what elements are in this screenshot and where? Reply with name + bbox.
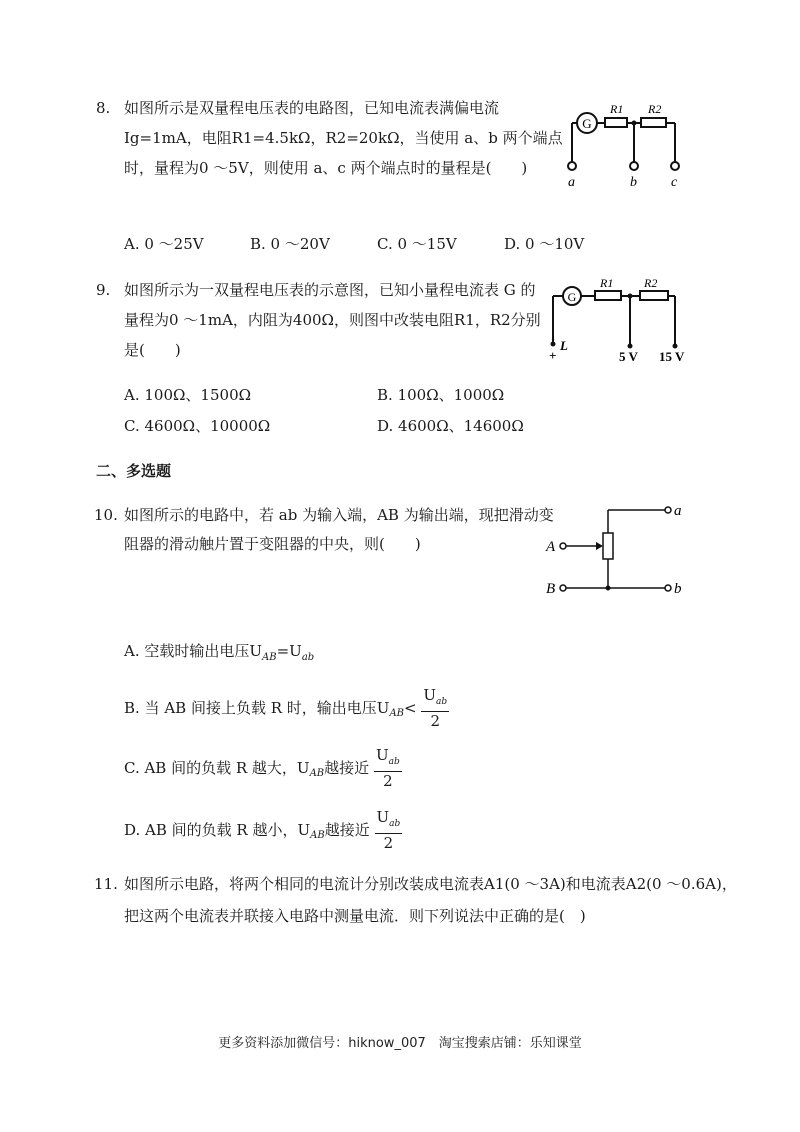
q10-option-c-text: C. AB 间的负载 R 越大，U (124, 759, 310, 777)
q8-line-2: Ig=1mA，电阻R1=4.5kΩ，R2=20kΩ，当使用 a、b 两个端点 (124, 129, 563, 147)
q10-circuit-diagram (540, 500, 690, 605)
q10-number: 10. (94, 506, 118, 524)
q10-line-1: 如图所示的电路中，若 ab 为输入端，AB 为输出端，现把滑动变 (124, 506, 554, 524)
q9-terminal-l: L (560, 338, 568, 353)
q9-plus-sign: + (549, 348, 557, 363)
q10-option-d-sub: AB (310, 830, 325, 841)
q10-option-d-frac-num: U (376, 808, 390, 826)
q10-option-c-frac-num-sub: ab (388, 757, 400, 767)
q9-line-1: 如图所示为一双量程电压表的示意图，已知小量程电流表 G 的 (124, 281, 536, 299)
q10-option-b-frac-den: 2 (430, 712, 441, 730)
q10-option-b (124, 686, 449, 730)
q8-r2-label: R2 (648, 102, 662, 116)
q8-terminal-a: a (568, 175, 575, 190)
q10-option-d-post: 越接近 (324, 821, 370, 839)
q10-line-2: 阻器的滑动触片置于变阻器的中央，则( ) (124, 535, 421, 553)
q9-line-3: 是( ) (124, 341, 181, 359)
q10-option-a-text: A. 空载时输出电压U (124, 642, 263, 660)
q9-option-c: C. 4600Ω、10000Ω (124, 417, 271, 435)
q10-terminal-b-capital: B (546, 581, 556, 597)
q8-option-b: B. 0 ～20V (250, 235, 330, 253)
q9-galvanometer-label: G (567, 290, 577, 304)
q10-option-b-sub: AB (389, 708, 405, 719)
q10-option-a (124, 641, 314, 668)
q10-option-d-text: D. AB 间的负载 R 越小，U (124, 821, 311, 839)
q9-terminal-5v: 5 V (619, 349, 638, 364)
q8-option-c: C. 0 ～15V (377, 235, 457, 253)
q8-line-3: 时，量程为0 ～5V，则使用 a、c 两个端点时的量程是( ) (124, 159, 528, 177)
q10-option-c-post: 越接近 (324, 759, 370, 777)
q10-option-d-frac-den: 2 (383, 834, 394, 852)
q10-option-d (124, 808, 402, 852)
q10-terminal-a-small: a (674, 503, 682, 519)
q10-option-c-sub: AB (309, 768, 325, 779)
q10-terminal-a-capital: A (546, 539, 556, 555)
q11-number: 11. (94, 875, 118, 893)
q10-terminal-b-small: b (674, 581, 682, 597)
q9-number: 9. (96, 281, 111, 299)
q10-option-b-text: B. 当 AB 间接上负载 R 时，输出电压U (124, 699, 390, 717)
q9-r1-label: R1 (600, 276, 614, 290)
q8-terminal-b: b (630, 175, 637, 190)
q8-option-a: A. 0 ～25V (124, 235, 204, 253)
q10-option-c-frac-den: 2 (383, 772, 393, 790)
q8-terminal-c: c (671, 175, 678, 190)
q10-option-c (124, 746, 402, 790)
q8-number: 8. (96, 99, 111, 117)
q8-line-1: 如图所示是双量程电压表的电路图，已知电流表满偏电流 (124, 99, 500, 117)
q10-option-a-sub-ab: AB (262, 652, 277, 663)
q10-option-b-fraction (421, 686, 449, 730)
q11-line-1: 如图所示电路，将两个相同的电流计分别改装成电流表A1(0 ～3A)和电流表A2(0 ～0.6A)， (124, 875, 737, 893)
q9-circuit-diagram (540, 274, 700, 366)
page-footer: 更多资料添加微信号：hiknow_007 淘宝搜索店铺：乐知课堂 (218, 1036, 582, 1051)
q9-terminal-15v: 15 V (659, 349, 685, 364)
q10-option-b-less-than: < (404, 699, 417, 717)
q8-circuit-diagram (555, 94, 705, 194)
q10-option-d-fraction (375, 808, 403, 852)
q10-option-a-sub-ab-small: ab (301, 652, 315, 663)
section-heading: 二、多选题 (96, 462, 172, 480)
q9-option-b: B. 100Ω、1000Ω (377, 386, 505, 404)
q11-line-2: 把这两个电流表并联接入电路中测量电流．则下列说法中正确的是( ) (124, 907, 586, 925)
q10-option-b-frac-num: U (423, 686, 437, 704)
q10-option-d-frac-num-sub: ab (389, 819, 401, 829)
q8-galvanometer-label: G (582, 116, 592, 131)
q10-option-a-equals: =U (276, 642, 302, 660)
q9-option-d: D. 4600Ω、14600Ω (377, 417, 524, 435)
q9-option-a: A. 100Ω、1500Ω (124, 386, 252, 404)
q10-option-c-fraction (374, 746, 402, 790)
q8-r1-label: R1 (610, 102, 624, 116)
q10-option-c-frac-num: U (375, 746, 389, 764)
q10-option-b-frac-num-sub: ab (436, 697, 448, 707)
q9-r2-label: R2 (644, 276, 658, 290)
q8-option-d: D. 0 ～10V (504, 235, 585, 253)
q9-line-2: 量程为0 ～1mA，内阻为400Ω，则图中改装电阻R1，R2分别 (124, 311, 541, 329)
